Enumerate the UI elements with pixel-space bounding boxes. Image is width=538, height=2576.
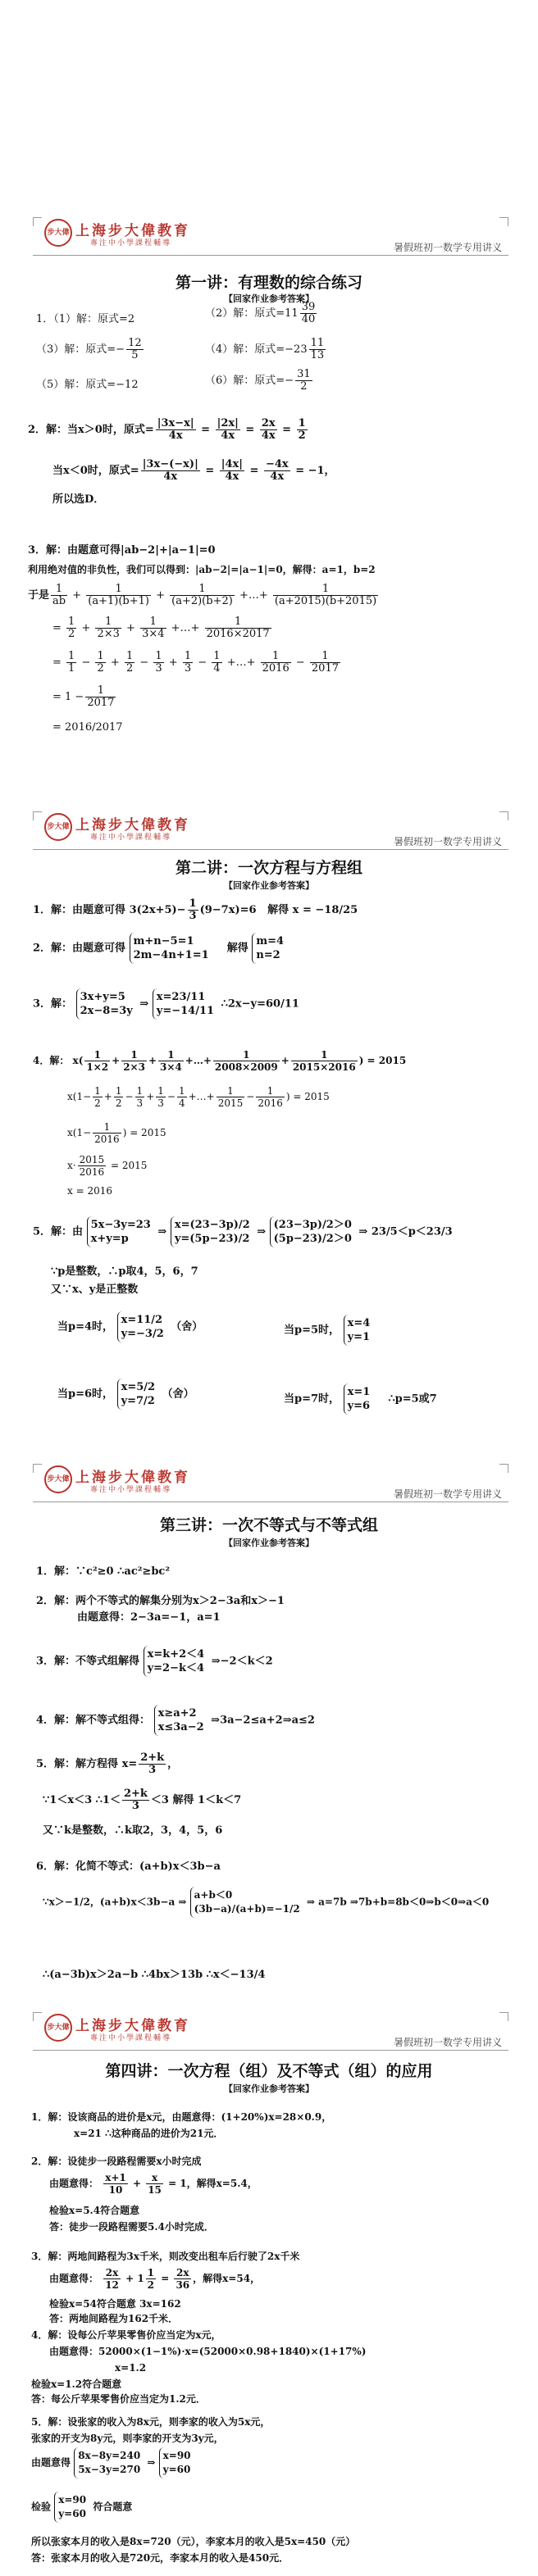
answer-line: = 1 − $\frac{1}{2017}$: [52, 684, 115, 709]
answer-line: 由题意得：2−3a=−1，a=1: [77, 1611, 221, 1624]
answer-line: 3．解：由题意可得|ab−2|+|a−1|=0: [28, 544, 216, 557]
school-logo: 步大偉: [44, 2014, 72, 2042]
answer-line: 当x＜0时，原式= $\frac{|3x-(-x)|}{4x}$ = $\frac{|4x|}{4x}$ = $\frac{-4x}{4x}$ = −1，: [52, 458, 335, 483]
answer-line: 4．解：设每公斤苹果零售价应当定为x元，: [31, 2329, 221, 2341]
answer-line: 1．（1）解：原式=2: [36, 313, 135, 325]
answer-line: 3．解：不等式组解得 x=k+2＜4 y=2−k＜4 ⇒−2＜k＜2: [36, 1646, 273, 1677]
lecture-subtitle: 【回家作业参考答案】: [224, 880, 314, 891]
answer-line: x(1− $\frac{1}{2016}$ ) = 2015: [67, 1121, 166, 1145]
corner-mark: [499, 811, 508, 820]
answer-line: 1．解：由题意可得 3(2x+5)− $\frac{1}{3}$ (9−7x)=6 解得 x = −18/25: [33, 897, 358, 922]
lecture-title: 第四讲：一次方程（组）及不等式（组）的应用: [105, 2062, 433, 2080]
school-logo: 步大偉: [44, 219, 72, 247]
brand-name: 上海步大偉教育: [75, 223, 190, 239]
answer-line: 当p=7时， x=1 y=6 ∴p=5或7: [284, 1383, 437, 1415]
page-header: [33, 217, 508, 255]
answer-line: 检验x=54符合题意 3x=162: [49, 2298, 181, 2310]
header-rule: [33, 255, 508, 256]
answer-line: 2．解：设徒步一段路程需要x小时完成: [31, 2156, 202, 2167]
answer-line: 4．解： x( $\frac{1}{1\times 2}$ + $\frac{1}{2\times 3}$ + $\frac{1}{3\times 4}$ +…+ $\frac{1}{2008\times 2009}$ + $\frac{1}{2015\times 2016}$ ) = 2015: [33, 1049, 407, 1073]
lecture-subtitle: 【回家作业参考答案】: [224, 293, 314, 304]
answer-line: 4．解：解不等式组得： x≥a+2 x≤3a−2 ⇒3a−2≤a+2⇒a≤2: [36, 1705, 315, 1736]
header-rule: [33, 2050, 508, 2051]
answer-line: 又∵k是整数，∴k取2，3，4，5，6: [43, 1824, 223, 1837]
course-name: 暑假班初一数学专用讲义: [393, 242, 502, 253]
course-name: 暑假班初一数学专用讲义: [393, 1488, 502, 1500]
answer-line: 由题意得： $\frac{2x}{12}$ + 1 $\frac{1}{2}$ = $\frac{2x}{36}$ ，解得x=54，: [49, 2267, 261, 2291]
corner-mark: [33, 217, 42, 226]
page-header: [33, 1464, 508, 1502]
page-header: [33, 2012, 508, 2050]
lecture-title: 第二讲：一次方程与方程组: [175, 859, 362, 877]
answer-line: 5．解：解方程得 x= $\frac{2+k}{3}$ ，: [36, 1751, 179, 1776]
corner-mark: [499, 2012, 508, 2021]
lecture-title: 第三讲：一次不等式与不等式组: [159, 1516, 378, 1534]
answer-line: x(1− $\frac{1}{2}$ + $\frac{1}{2}$ − $\frac{1}{3}$ + $\frac{1}{3}$ − $\frac{1}{4}$ +…+ $\frac{1}{2015}$ − $\frac{1}{2016}$ ) = 2015: [67, 1085, 330, 1109]
answer-line: ∵x＞−1/2，(a+b)x＜3b−a ⇒ a+b＜0 (3b−a)/(a+b)=−1/2 ⇒ a=7b ⇒7b+b=8b＜0⇒b＜0⇒a＜0: [43, 1887, 489, 1918]
corner-mark: [33, 1464, 42, 1473]
lecture-subtitle: 【回家作业参考答案】: [224, 2083, 314, 2094]
answer-line: 2．解：两个不等式的解集分别为x＞2−3a和x＞−1: [36, 1595, 285, 1607]
answer-line: 张家的开支为8y元，则李家的开支为3y元，: [31, 2433, 224, 2444]
answer-line: x = 2016: [67, 1185, 112, 1197]
brand-name: 上海步大偉教育: [75, 817, 190, 834]
header-rule: [33, 849, 508, 850]
answer-line: 2．解：由题意可得 m+n−5=1 2m−4n+1=1 解得 m=4 n=2: [33, 933, 287, 964]
answer-line: 2．解：当x＞0时，原式= $\frac{|3x-x|}{4x}$ = $\frac{|2x|}{4x}$ = $\frac{2x}{4x}$ = $\frac{1}{2}$: [28, 417, 306, 442]
answer-line: 5．解：设张家的收入为8x元，则李家的收入为5x元，: [31, 2416, 271, 2428]
answer-line: （3）解：原式=− $\frac{12}{5}$: [36, 337, 142, 361]
corner-mark: [33, 811, 42, 820]
answer-line: ∵p是整数，∴p取4，5，6，7: [51, 1265, 198, 1278]
answer-line: ∴(a−3b)x＞2a−b ∴4bx＞13b ∴x＜−13/4: [43, 1969, 266, 1981]
answer-line: 所以选D．: [52, 493, 105, 506]
lecture-title: 第一讲：有理数的综合练习: [175, 274, 362, 292]
answer-line: 检验x=5.4符合题意: [49, 2205, 140, 2216]
answer-line: x=21 ∴这种商品的进价为21元．: [74, 2128, 224, 2139]
brand-slogan: 專注中小學課程輔導: [90, 834, 172, 842]
answer-line: 答：每公斤苹果零售价应当定为1.2元．: [31, 2393, 206, 2405]
answer-line: ∵1＜x＜3 ∴1＜ $\frac{2+k}{3}$ ＜3 解得 1＜k＜7: [43, 1788, 242, 1812]
course-name: 暑假班初一数学专用讲义: [393, 836, 502, 847]
school-logo: 步大偉: [44, 813, 72, 841]
school-logo: 步大偉: [44, 1465, 72, 1493]
lecture-subtitle: 【回家作业参考答案】: [224, 1538, 314, 1548]
corner-mark: [499, 217, 508, 226]
answer-line: 由题意得：52000×(1−1%)·x=(52000×0.98+1840)×(1+17%): [49, 2346, 367, 2357]
answer-line: 1．解：∵c²≥0 ∴ac²≥bc²: [36, 1565, 171, 1578]
answer-line: 于是 $\frac{1}{ab}$ + $\frac{1}{(a+1)(b+1)}$ + $\frac{1}{(a+2)(b+2)}$ +…+ $\frac{1}{(a+2015)(b+2015)}$: [28, 583, 377, 607]
answer-line: 答：徒步一段路程需要5.4小时完成．: [49, 2221, 214, 2233]
answer-line: = $\frac{1}{2}$ + $\frac{1}{2\times 3}$ + $\frac{1}{3\times 4}$ +…+ $\frac{1}{2016\times 2017}$: [52, 616, 270, 640]
answer-line: 由题意得： $\frac{x+1}{10}$ + $\frac{x}{15}$ = 1，解得x=5.4，: [49, 2172, 258, 2196]
answer-line: 答：张家本月的收入是720元，李家本月的收入是450元．: [31, 2552, 290, 2564]
brand-slogan: 專注中小學課程輔導: [90, 2034, 172, 2042]
answer-line: 检验x=1.2符合题意: [31, 2378, 122, 2390]
answer-line: 3．解：两地间路程为3x千米，则改变出租车后行驶了2x千米: [31, 2251, 300, 2262]
corner-mark: [33, 2012, 42, 2021]
answer-line: 当p=5时， x=4 y=1: [284, 1315, 373, 1346]
corner-mark: [499, 1464, 508, 1473]
answer-line: 又∵x、y是正整数: [51, 1283, 139, 1296]
answer-line: 1．解：设该商品的进价是x元，由题意得：(1+20%)x=28×0.9，: [31, 2111, 332, 2123]
brand-slogan: 專注中小學課程輔導: [90, 1486, 172, 1494]
answer-line: = 2016/2017: [52, 721, 123, 734]
answer-line: （2）解：原式=11 $\frac{39}{40}$: [205, 301, 316, 325]
answer-line: = $\frac{1}{1}$ − $\frac{1}{2}$ + $\frac{1}{2}$ − $\frac{1}{3}$ + $\frac{1}{3}$ − $\frac{1}{4}$ +…+ $\frac{1}{2016}$ − $\frac{1}{2017}$: [52, 650, 339, 675]
answer-line: （5）解：原式=−12: [36, 379, 139, 391]
brand-slogan: 專注中小學課程輔導: [90, 239, 172, 248]
answer-line: 利用绝对值的非负性，我们可以得到：|ab−2|=|a−1|=0，解得：a=1，b=2: [28, 564, 376, 575]
answer-line: 6．解：化简不等式：(a+b)x＜3b−a: [36, 1860, 221, 1873]
answer-line: 由题意得 8x−8y=240 5x−3y=270 ⇒ x=90 y=60: [31, 2447, 194, 2478]
answer-line: 3．解： 3x+y=5 2x−8=3y ⇒ x=23/11 y=−14/11 ∴2x−y=60/11: [33, 988, 299, 1020]
answer-line: 5．解：由 5x−3y=23 x+y=p ⇒ x=(23−3p)/2 y=(5p−23)/2 ⇒ (23−3p)/2＞0 (5p−23)/2＞0 ⇒ 23/5＜p＜23/3: [33, 1216, 453, 1247]
answer-line: 所以张家本月的收入是8x=720（元），李家本月的收入是5x=450（元）: [31, 2536, 356, 2547]
answer-line: 答：两地间路程为162千米．: [49, 2313, 179, 2324]
answer-line: 当p=4时， x=11/2 y=−3/2 （舍）: [57, 1311, 203, 1343]
brand-name: 上海步大偉教育: [75, 1470, 190, 1486]
course-name: 暑假班初一数学专用讲义: [393, 2037, 502, 2048]
answer-line: x· $\frac{2015}{2016}$ = 2015: [67, 1154, 148, 1178]
answer-line: x=1.2: [115, 2362, 147, 2374]
brand-name: 上海步大偉教育: [75, 2018, 190, 2034]
answer-line: （6）解：原式=− $\frac{31}{2}$: [205, 368, 311, 393]
answer-line: 当p=6时， x=5/2 y=7/2 （舍）: [57, 1379, 194, 1410]
answer-line: 检验 x=90 y=60 符合题意: [31, 2492, 132, 2523]
answer-line: （4）解：原式=−23 $\frac{11}{13}$: [205, 337, 325, 361]
page-header: [33, 811, 508, 849]
